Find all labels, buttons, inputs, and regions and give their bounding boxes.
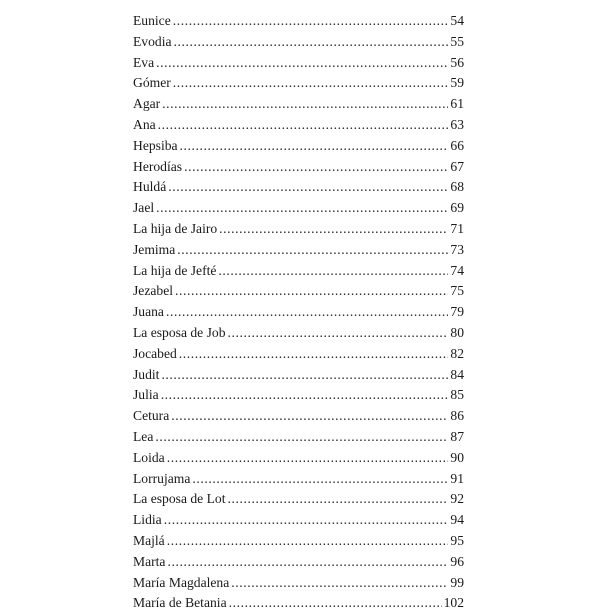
toc-entry-title: María de Betania: [133, 595, 227, 611]
dot-leader: [179, 344, 449, 365]
dot-leader: [168, 177, 448, 198]
toc-entry: [133, 157, 464, 178]
toc-entry-title: Eva: [133, 54, 155, 70]
toc-entry-page-number: 82: [450, 345, 464, 361]
toc-entry-title: Jezabel: [133, 283, 173, 299]
toc-entry: [133, 281, 464, 302]
dot-leader: [219, 219, 448, 240]
toc-entry: [133, 448, 464, 469]
toc-entry-title: Jael: [133, 200, 155, 216]
toc-entry-page-number: 91: [450, 470, 464, 486]
toc-entry-title: Jemima: [133, 241, 176, 257]
toc-entry: [133, 531, 464, 552]
toc-entry: [133, 573, 464, 594]
dot-leader: [231, 573, 448, 594]
toc-entry-title: Lidia: [133, 512, 162, 528]
toc-entry: [133, 469, 464, 490]
toc-entry-page-number: 73: [450, 241, 464, 257]
toc-entry-page-number: 85: [450, 387, 464, 403]
toc-entry-title: Agar: [133, 96, 161, 112]
toc-entry-page-number: 55: [450, 33, 464, 49]
toc-entry: [133, 53, 464, 74]
toc-entry: [133, 489, 464, 510]
dot-leader: [164, 510, 449, 531]
toc-entry: [133, 365, 464, 386]
toc-entry: [133, 73, 464, 94]
toc-entry-page-number: 74: [450, 262, 464, 278]
toc-entry: [133, 510, 464, 531]
toc-entry: [133, 552, 464, 573]
toc-entry-title: Gómer: [133, 75, 171, 91]
toc-entry-page-number: 92: [450, 491, 464, 507]
toc-entry-page-number: 102: [443, 595, 464, 611]
toc-entry-page-number: 68: [450, 179, 464, 195]
dot-leader: [167, 448, 449, 469]
toc-entry-title: Evodia: [133, 33, 172, 49]
toc-entry-title: La hija de Jefté: [133, 262, 217, 278]
toc-entry: [133, 302, 464, 323]
toc-entry-title: Herodías: [133, 158, 183, 174]
toc-entry-title: La hija de Jairo: [133, 220, 218, 236]
toc-entry-page-number: 63: [450, 116, 464, 132]
dot-leader: [177, 240, 448, 261]
toc-entry: [133, 323, 464, 344]
dot-leader: [156, 53, 448, 74]
toc-entry: [133, 261, 464, 282]
toc-entry-page-number: 66: [450, 137, 464, 153]
toc-entry: [133, 94, 464, 115]
toc-entry-page-number: 56: [450, 54, 464, 70]
toc-entry-page-number: 95: [450, 532, 464, 548]
toc-entry-page-number: 69: [450, 200, 464, 216]
toc-entry-page-number: 94: [450, 512, 464, 528]
toc-entry-title: La esposa de Lot: [133, 491, 226, 507]
toc-entry-title: Marta: [133, 553, 166, 569]
toc-entry-title: Ana: [133, 116, 156, 132]
dot-leader: [171, 406, 448, 427]
toc-entry-title: La esposa de Job: [133, 324, 226, 340]
dot-leader: [166, 302, 448, 323]
toc-entry-title: Juana: [133, 304, 164, 320]
toc-entry-title: Jocabed: [133, 345, 177, 361]
toc-entry-title: Hepsiba: [133, 137, 178, 153]
toc-entry-title: Loida: [133, 449, 165, 465]
toc-entry-page-number: 61: [450, 96, 464, 112]
toc-entry-page-number: 54: [450, 13, 464, 28]
dot-leader: [218, 261, 448, 282]
dot-leader: [167, 531, 449, 552]
toc-entry-title: Majlá: [133, 532, 165, 548]
dot-leader: [158, 115, 449, 136]
toc-entry-page-number: 67: [450, 158, 464, 174]
toc-entry: [133, 427, 464, 448]
toc-entry-page-number: 79: [450, 304, 464, 320]
toc-entry: [133, 198, 464, 219]
toc-entry-title: Lea: [133, 428, 154, 444]
toc-entry-page-number: 84: [450, 366, 464, 382]
dot-leader: [161, 385, 449, 406]
toc-entry: [133, 219, 464, 240]
toc-entry-page-number: 99: [450, 574, 464, 590]
dot-leader: [184, 157, 448, 178]
toc-entry: [133, 593, 464, 614]
toc-entry: [133, 115, 464, 136]
dot-leader: [174, 32, 449, 53]
dot-leader: [155, 427, 448, 448]
dot-leader: [156, 198, 448, 219]
dot-leader: [162, 94, 448, 115]
toc-entry-page-number: 71: [450, 220, 464, 236]
toc-entry-title: Huldá: [133, 179, 167, 195]
dot-leader: [229, 593, 442, 614]
dot-leader: [192, 469, 448, 490]
toc-entry-page-number: 87: [450, 428, 464, 444]
toc-entry-page-number: 75: [450, 283, 464, 299]
toc-entry: [133, 32, 464, 53]
toc-entry: [133, 385, 464, 406]
toc-entry: [133, 344, 464, 365]
toc-entry: [133, 177, 464, 198]
toc-entry: [133, 240, 464, 261]
dot-leader: [173, 11, 449, 32]
dot-leader: [180, 136, 449, 157]
dot-leader: [167, 552, 448, 573]
toc-entry: [133, 11, 464, 32]
toc-entry-title: María Magdalena: [133, 574, 230, 590]
toc-entry: [133, 406, 464, 427]
toc-entry-title: Eunice: [133, 13, 171, 28]
dot-leader: [228, 323, 449, 344]
toc-entry-page-number: 80: [450, 324, 464, 340]
toc-entry-title: Lorrujama: [133, 470, 191, 486]
toc-entry-page-number: 90: [450, 449, 464, 465]
toc-entry-page-number: 96: [450, 553, 464, 569]
toc-entry-page-number: 59: [450, 75, 464, 91]
dot-leader: [227, 489, 448, 510]
dot-leader: [175, 281, 448, 302]
toc-entry-title: Judit: [133, 366, 160, 382]
dot-leader: [173, 73, 449, 94]
toc-entry: [133, 136, 464, 157]
toc-entry-page-number: 86: [450, 408, 464, 424]
toc-entry-title: Cetura: [133, 408, 170, 424]
table-of-contents: [133, 11, 464, 614]
dot-leader: [161, 365, 448, 386]
toc-entry-title: Julia: [133, 387, 159, 403]
